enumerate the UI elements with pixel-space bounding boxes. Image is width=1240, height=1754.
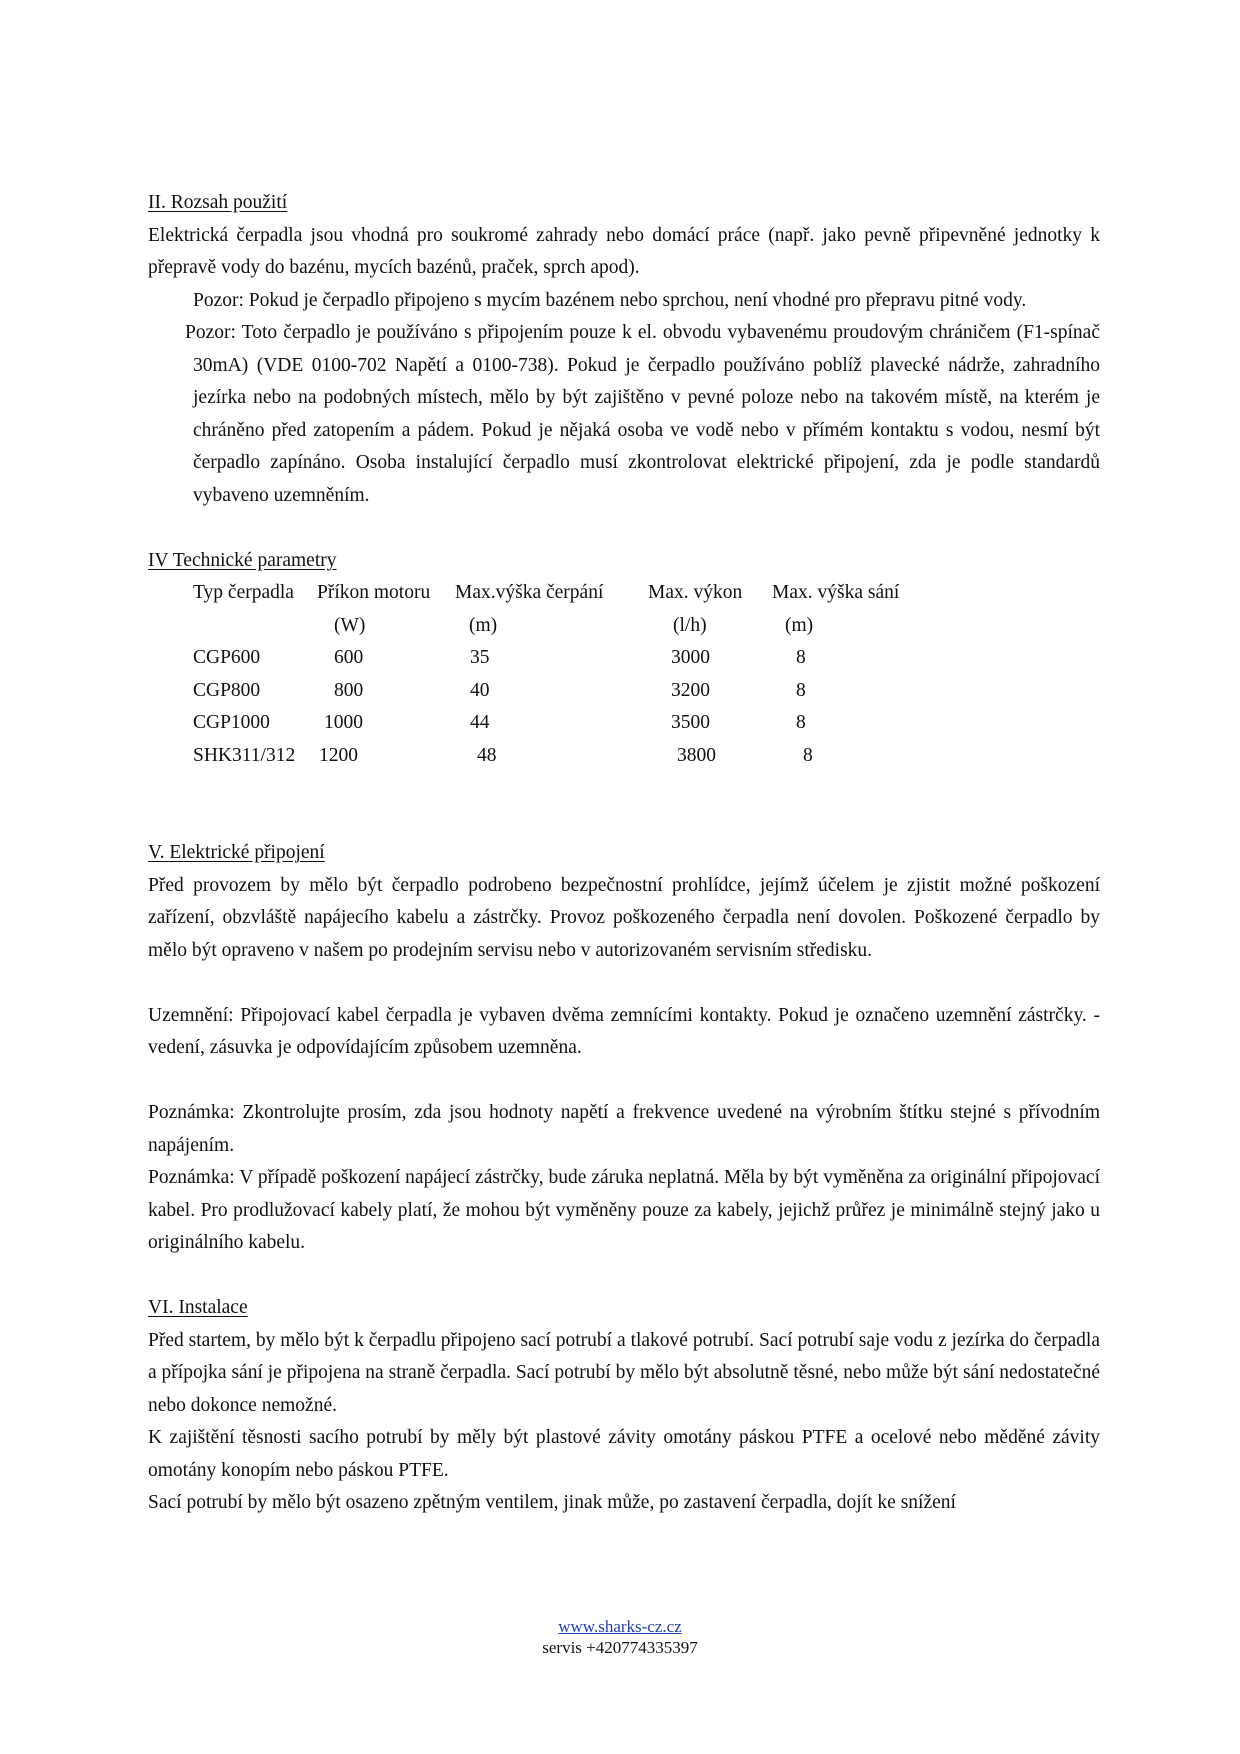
note-plug-damage-paragraph: Poznámka: V případě poškození napájecí zástrčky, bude záruka neplatná. Měla by být vyměněna za originální připojovací kabel. Pro prodlužovací kabely platí, že mohou být vyměněny pouze za kabely, jejichž průřez je minimálně stejný jako u originálního kabelu. [148,1167,1100,1253]
table-unit-cell [193,610,317,643]
table-unit-cell: (m) [469,614,498,636]
table-cell: 44 [470,712,490,733]
table-unit-cell: (l/h) [673,614,707,636]
warning-drinking-water: Pozor: Pokud je čerpadlo připojeno s mycím bazénem nebo sprchou, není vhodné pro přepravu pitné vody. [193,289,1027,311]
table-header-cell: Typ čerpadla [193,582,294,603]
installation-paragraph: Před startem, by mělo být k čerpadlu připojeno sací potrubí a tlakové potrubí. Sací potrubí saje vodu z jezírka do čerpadla a přípojka sání je připojena na straně čerpadla. Sací potrubí by mělo být absolutně těsné, nebo může být sání nedostatečné nebo dokonce nemožné. [148,1329,1100,1416]
inspection-paragraph: Před provozem by mělo být čerpadlo podrobeno bezpečnostní prohlídce, jejímž účelem je zjistit možné poškození zařízení, obzvláště napájecího kabelu a zástrčky. Provoz poškozeného čerpadla není dovolen. Poškozené čerpadlo by mělo být opraveno v našem po prodejním servisu nebo v autorizovaném servisním středisku. [148,874,1100,961]
table-cell: 1000 [324,712,363,733]
table-header-cell: Příkon motoru [317,582,431,603]
table-cell: CGP1000 [193,712,270,733]
table-cell: 48 [477,744,497,766]
document-page [148,187,1100,1520]
table-unit-cell: (m) [785,614,814,636]
table-cell: 8 [796,647,806,668]
table-cell: 8 [796,712,806,733]
table-cell: 3800 [677,744,716,766]
table-cell: 1200 [319,744,358,766]
usage-paragraph: Elektrická čerpadla jsou vhodná pro soukromé zahrady nebo domácí práce (např. jako pevně připevněné jednotky k přepravě vody do bazénu, mycích bazénů, praček, sprch apod). [148,224,1100,278]
technical-parameters-table [193,577,922,772]
table-cell: 3500 [671,712,710,733]
table-header-row [193,577,922,610]
section-heading-usage: II. Rozsah použití [148,192,288,213]
table-cell: 8 [803,744,813,766]
table-header-cell: Max. výška sání [772,582,900,603]
website-link[interactable]: www.sharks-cz.cz [558,1617,682,1636]
table-cell: CGP600 [193,647,261,668]
table-cell: SHK311/312 [193,744,296,766]
section-heading-installation: VI. Instalace [148,1297,248,1318]
note-voltage-paragraph: Poznámka: Zkontrolujte prosím, zda jsou hodnoty napětí a frekvence uvedené na výrobním štítku stejné s přívodním napájením. [148,1102,1100,1156]
table-cell: 800 [334,679,364,701]
page-footer [0,1616,1240,1658]
table-row [193,675,922,708]
table-header-cell: Max. výkon [648,582,743,603]
sealing-paragraph: K zajištění těsnosti sacího potrubí by měly být plastové závity omotány páskou PTFE a ocelové nebo měděné závity omotány konopím nebo páskou PTFE. [148,1427,1100,1481]
table-cell: 600 [334,647,364,668]
table-cell: 3200 [671,679,710,701]
warning-rcd-protection: Pozor: Toto čerpadlo je používáno s připojením pouze k el. obvodu vybavenému proudovým chráničem (F1-spínač 30mA) (VDE 0100-702 Napětí a 0100-738). Pokud je čerpadlo používáno poblíž plavecké nádrže, zahradního jezírka nebo na podobných místech, mělo by být zajištěno v pevné poloze nebo na takovém místě, na kterém je chráněno před zatopením a pádem. Pokud je nějaká osoba ve vodě nebo v přímém kontaktu s vodou, nesmí být čerpadlo zapínáno. Osoba instalující čerpadlo musí zkontrolovat elektrické připojení, zda je podle standardů vybaveno uzemněním. [185,322,1100,506]
service-phone: servis +420774335397 [542,1638,698,1657]
table-row [193,707,922,740]
check-valve-paragraph: Sací potrubí by mělo být osazeno zpětným ventilem, jinak může, po zastavení čerpadla, dojít ke snížení [148,1492,956,1513]
table-unit-cell: (W) [334,614,366,636]
table-cell: 40 [470,679,490,701]
table-cell: 35 [470,647,490,668]
section-heading-technical-parameters: IV Technické parametry [148,549,337,571]
table-row [193,740,922,773]
table-cell: 3000 [671,647,710,668]
table-cell: CGP800 [193,679,261,701]
table-units-row [193,610,922,643]
table-header-cell: Max.výška čerpání [455,582,604,603]
table-cell: 8 [796,679,806,701]
section-heading-electrical-connection: V. Elektrické připojení [148,842,325,863]
table-row [193,642,922,675]
grounding-paragraph: Uzemnění: Připojovací kabel čerpadla je vybaven dvěma zemnícími kontakty. Pokud je označeno uzemnění zástrčky. -vedení, zásuvka je odpovídajícím způsobem uzemněna. [148,1004,1100,1058]
